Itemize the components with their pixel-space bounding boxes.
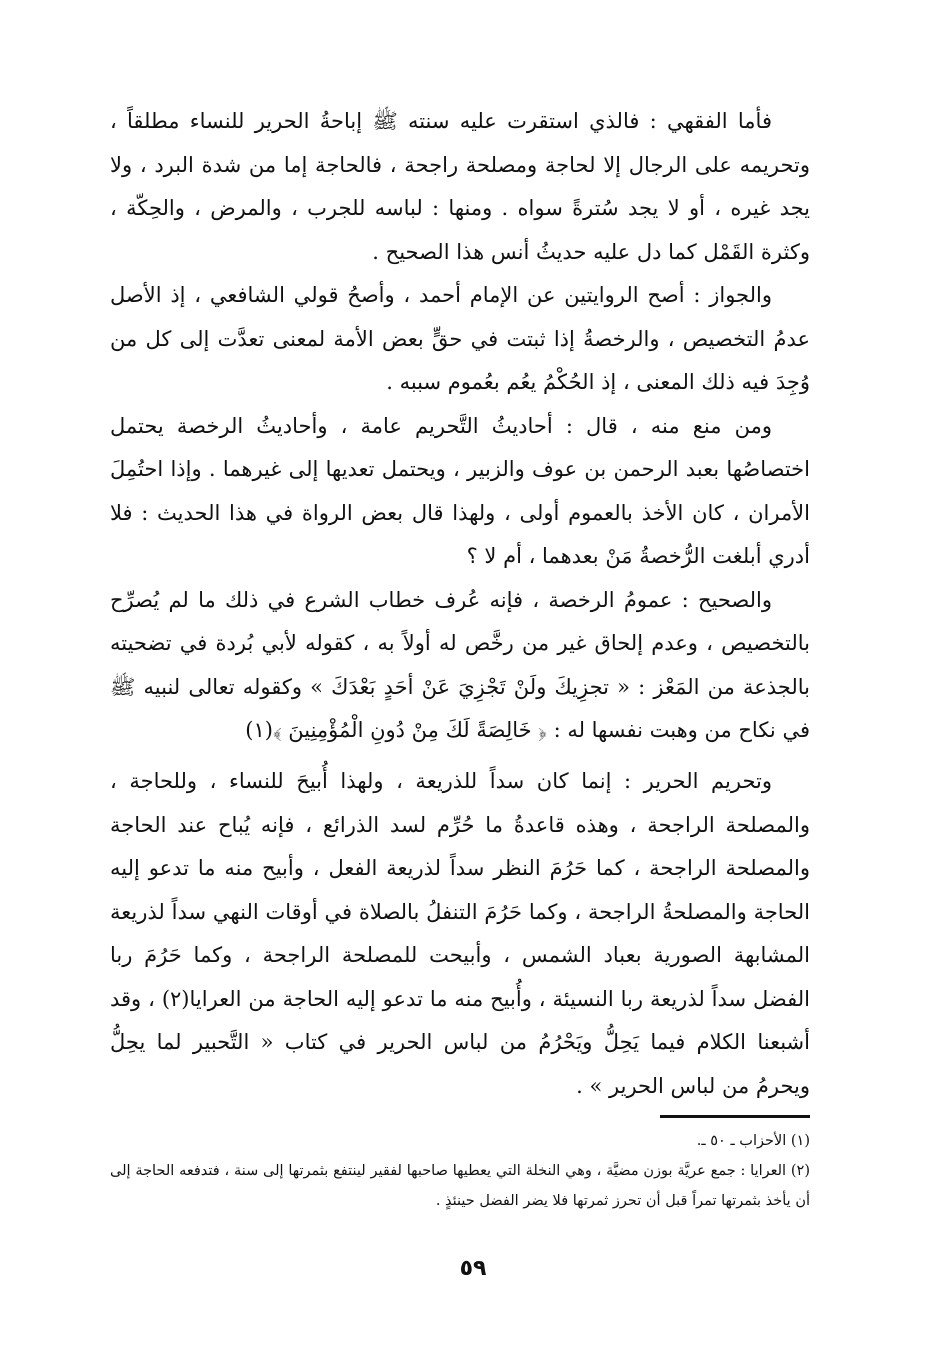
paragraph-silk-prohibition: وتحريم الحرير : إنما كان سداً للذريعة ، ولهذا أُبيحَ للنساء ، وللحاجة ، والمصلحة الراجحة ، وهذه قاعدةُ ما حُرِّم لسد الذرائع ، فإنه يُباح عند الحاجة والمصلحة الراجحة ، كما حَرُمَ النظر سداً لذريعة الفعل ، وأبيح منه ما تدعو إليه الحاجة والمصلحةُ الراجحة ، وكما حَرُمَ التنفلُ بالصلاة في أوقات النهي سداً لذريعة المشابهة الصورية بعباد الشمس ، وأبيحت للمصلحة الراجحة ، وكما حَرُمَ ربا الفضل سداً لذريعة ربا النسيئة ، وأُبيح منه ما تدعو إليه الحاجة من العرايا(٢) ، وقد أشبعنا الكلام فيما يَحِلُّ ويَحْرُمُ من لباس الحرير في كتاب « التَّحبير لما يحِلُّ ويحرمُ من لباس الحرير » .	[110, 769, 810, 1098]
footnotes	[110, 1126, 810, 1216]
footnote-2: (٢) العرايا : جمع عريَّة بوزن مضيَّة ، وهي النخلة التي يعطيها صاحبها لفقير لينتفع بثمرتها إلى سنة ، فتدفعه الحاجة إلى أن يأخذ بثمرتها تمراً قبل أن تحرز ثمرتها فلا يضر الفضل حينئذٍ .	[110, 1163, 810, 1209]
paragraph-permissibility: والجواز : أصح الروايتين عن الإمام أحمد ، وأصحُ قولي الشافعي ، إذ الأصل عدمُ التخصيص ، والرخصةُ إذا ثبتت في حقٍّ بعض الأمة لمعنى تعدَّت إلى كل من وُجِدَ فيه ذلك المعنى ، إذ الحُكْمُ يعُم بعُموم سببه .	[110, 283, 810, 394]
paragraph-prohibition-view: ومن منع منه ، قال : أحاديثُ التَّحريم عامة ، وأحاديثُ الرخصة يحتمل اختصاصُها بعبد الرحمن بن عوف والزبير ، ويحتمل تعديها إلى غيرهما . وإذا احتُمِلَ الأمران ، كان الأخذ بالعموم أولى ، ولهذا قال بعض الرواة في هذا الحديث : فلا أدري أبلغت الرُّخصةُ مَنْ بعدهما ، أم لا ؟	[110, 413, 810, 568]
footnote-1: (١) الأحزاب ـ ٥٠ ـ.	[696, 1133, 810, 1149]
footnote-separator	[660, 1115, 810, 1118]
page-number: ٥٩	[459, 1256, 487, 1281]
main-text-upper	[110, 100, 810, 753]
paragraph-jurisprudence: فأما الفقهي : فالذي استقرت عليه سنته ﷺ إباحةُ الحرير للنساء مطلقاً ، وتحريمه على الرجال إلا لحاجة ومصلحة راجحة ، فالحاجة إما من شدة البرد ، ولا يجد غيره ، أو لا يجد سُترةً سواه . ومنها : لباسه للجرب ، والمرض ، والحِكّة ، وكثرة القَمْل كما دل عليه حديثُ أنس هذا الصحيح .	[110, 109, 810, 264]
paragraph-correct-view: والصحيح : عمومُ الرخصة ، فإنه عُرف خطاب الشرع في ذلك ما لم يُصرِّح بالتخصيص ، وعدم إلحاق غير من رخَّص له أولاً به ، كقوله لأبي بُردة في تضحيته بالجذعة من المَعْز : « تجزِيكَ ولَنْ تَجْزِيَ عَنْ أحَدٍ بَعْدَكَ » وكقوله تعالى لنبيه ﷺ في نكاح من وهبت نفسها له : ﴿ خَالِصَةً لَكَ مِنْ دُونِ الْمُؤْمِنِينَ ﴾(١)	[110, 587, 810, 742]
main-text-lower	[110, 760, 810, 1108]
